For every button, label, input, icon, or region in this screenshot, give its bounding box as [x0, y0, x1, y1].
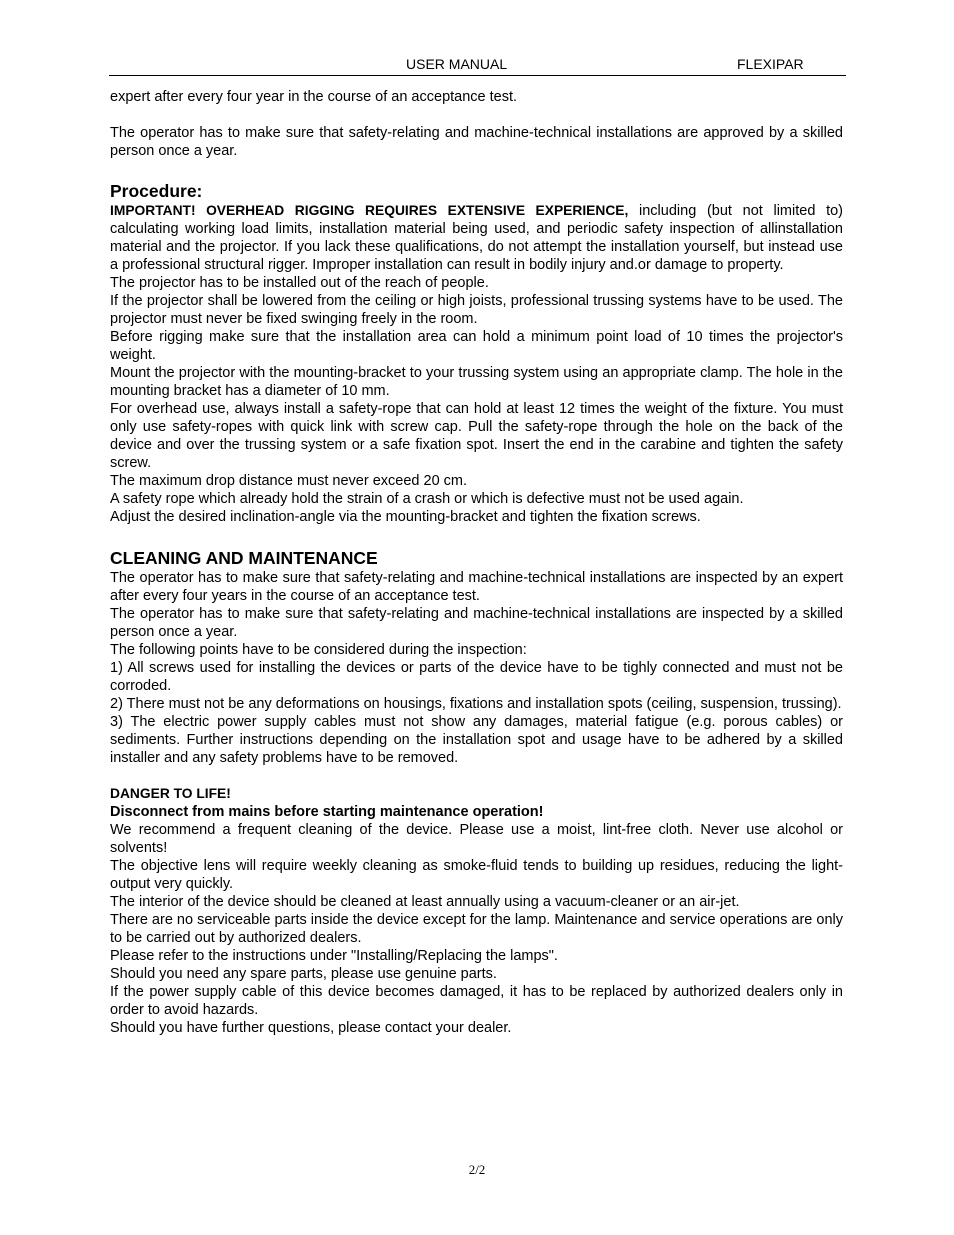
maintenance-paragraph: The interior of the device should be cleaned at least annually using a vacuum-cleaner or an air-jet. [110, 894, 740, 910]
intro-paragraph: expert after every four year in the course of an acceptance test. [110, 89, 518, 105]
important-warning: IMPORTANT! OVERHEAD RIGGING REQUIRES EXTENSIVE EXPERIENCE, [110, 203, 629, 218]
procedure-paragraph: Before rigging make sure that the installation area can hold a minimum point load of 10 times the projector's weight. [110, 329, 843, 363]
cleaning-paragraph: The following points have to be considered during the inspection: [110, 642, 527, 658]
important-text: including (but not limited to) calculating working load limits, installation material being used, and periodic safety inspection of allinstallation material and the projector. If you lack these qualifications, do not attempt the installation yourself, but instead use a professional structural rigger. Improper installation can result in bodily injury and.or damage to property. [110, 203, 843, 273]
procedure-paragraph: The maximum drop distance must never exceed 20 cm. [110, 473, 468, 489]
page-number: 2/2 [468, 1162, 486, 1177]
intro-paragraph: The operator has to make sure that safety-relating and machine-technical installations are approved by a skilled person once a year. [110, 125, 843, 159]
maintenance-paragraph: We recommend a frequent cleaning of the device. Please use a moist, lint-free cloth. Never use alcohol or solvents! [110, 822, 843, 856]
page-header [109, 55, 846, 76]
cleaning-paragraph: The operator has to make sure that safety-relating and machine-technical installations are inspected by a skilled person once a year. [110, 606, 843, 640]
maintenance-paragraph: Should you need any spare parts, please use genuine parts. [110, 966, 497, 982]
procedure-paragraph: Adjust the desired inclination-angle via the mounting-bracket and tighten the fixation screws. [110, 509, 701, 525]
danger-title: DANGER TO LIFE! [110, 786, 231, 801]
danger-subtitle: Disconnect from mains before starting maintenance operation! [110, 804, 544, 820]
procedure-heading: Procedure: [110, 181, 203, 201]
procedure-paragraph: Mount the projector with the mounting-bracket to your trussing system using an appropriate clamp. The hole in the mounting bracket has a diameter of 10 mm. [110, 365, 843, 399]
cleaning-paragraph: 3) The electric power supply cables must not show any damages, material fatigue (e.g. porous cables) or sediments. Further instructions depending on the installation spot and usage have to be adhered by a skilled installer and any safety problems have to be removed. [110, 714, 843, 766]
cleaning-heading: CLEANING AND MAINTENANCE [110, 548, 378, 568]
maintenance-paragraph: The objective lens will require weekly cleaning as smoke-fluid tends to building up residues, reducing the light-output very quickly. [110, 858, 843, 892]
procedure-paragraph: A safety rope which already hold the strain of a crash or which is defective must not be used again. [110, 491, 744, 507]
header-title: USER MANUAL [406, 56, 508, 72]
cleaning-paragraph: The operator has to make sure that safety-relating and machine-technical installations are inspected by an expert after every four years in the course of an acceptance test. [110, 570, 843, 604]
document-body [110, 88, 843, 1037]
procedure-paragraph: The projector has to be installed out of the reach of people. [110, 275, 489, 291]
header-product: FLEXIPAR [737, 56, 804, 72]
maintenance-paragraph: There are no serviceable parts inside the device except for the lamp. Maintenance and service operations are only to be carried out by authorized dealers. [110, 912, 843, 946]
maintenance-paragraph: Please refer to the instructions under "Installing/Replacing the lamps". [110, 948, 558, 964]
cleaning-paragraph: 1) All screws used for installing the devices or parts of the device have to be tighly connected and must not be corroded. [110, 660, 843, 694]
cleaning-paragraph: 2) There must not be any deformations on housings, fixations and installation spots (ceiling, suspension, trussing). [110, 696, 842, 712]
procedure-paragraph: If the projector shall be lowered from the ceiling or high joists, professional trussing systems have to be used. The projector must never be fixed swinging freely in the room. [110, 293, 843, 327]
procedure-paragraph: For overhead use, always install a safety-rope that can hold at least 12 times the weight of the fixture. You must only use safety-ropes with quick link with screw cap. Pull the safety-rope through the hole on the back of the device and over the trussing system or a safe fixation spot. Insert the end in the carabine and tighten the safety screw. [110, 401, 843, 471]
important-paragraph [110, 202, 843, 274]
maintenance-paragraph: If the power supply cable of this device becomes damaged, it has to be replaced by authorized dealers only in order to avoid hazards. [110, 984, 843, 1018]
maintenance-paragraph: Should you have further questions, please contact your dealer. [110, 1020, 512, 1036]
